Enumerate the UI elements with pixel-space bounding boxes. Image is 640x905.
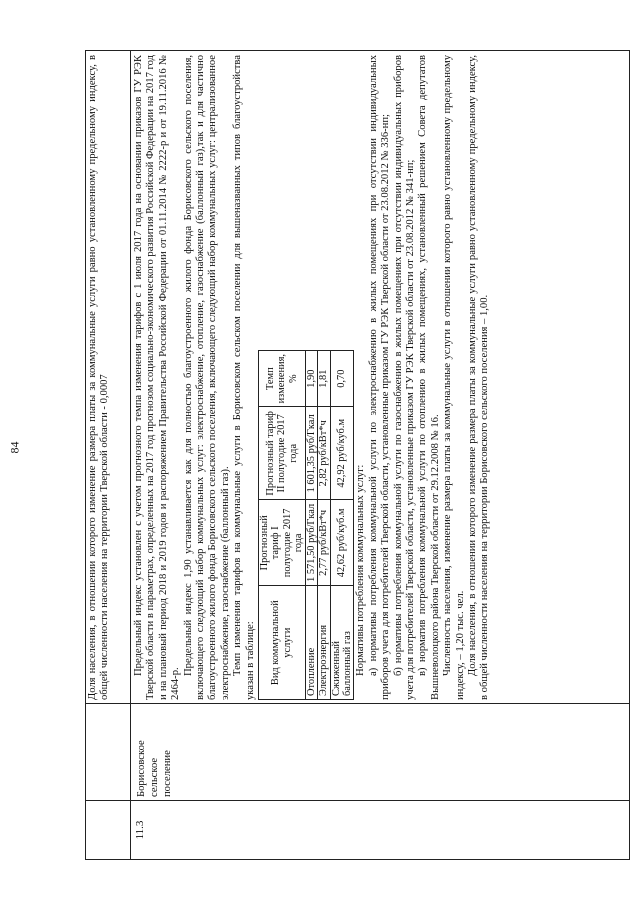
norm-heating: в) норматив потребления коммунальной услуги по отоплению в жилых помещениях, установленный решением Совета депутатов Вышневолоцкого района Тверской области от 29.12.2008 № 16. — [417, 55, 441, 700]
section-content — [133, 55, 492, 700]
cell-tariff-h1: 1 571,50 руб/Гкал — [305, 500, 317, 586]
norm-electricity: а) нормативы потребления коммунальной услуги по электроснабжению в жилых помещениях при отсутствии индивидуальных приборов учета для потребителей Тверской области, установленные приказом ГУ РЭК Тверской области от 23.08.2012 № 336-нп; — [367, 55, 392, 700]
cell-rate: 1,81 — [318, 351, 330, 407]
population-count: Численность населения, изменение размера платы за коммунальные услуги в отношении которого равно установленному предельному индексу, – 1,20 тыс. чел. — [442, 55, 466, 700]
cell-service: Электроэнергия — [318, 586, 330, 700]
page-number: 84 — [7, 441, 22, 454]
cell-service: Сжиженный баллонный газ — [330, 586, 354, 700]
row-separator — [130, 50, 131, 860]
section-number: 11.3 — [134, 820, 146, 840]
cell-service: Отопление — [305, 586, 317, 700]
section-name-line: Борисовское — [136, 740, 147, 797]
cell-rate: 0,70 — [330, 351, 354, 407]
cell-rate: 1,90 — [305, 351, 317, 407]
section-name — [135, 703, 174, 800]
table-row — [318, 351, 330, 700]
norm-gas: б) нормативы потребления коммунальной услуги по газоснабжению в жилых помещениях при отсутствии индивидуальных приборов учета для потребителей Тверской области, установленные приказом ГУ РЭК Тверской области от 23.08.2012 № 341-нп; — [392, 55, 416, 700]
header-tariff-h1: Прогнозный тариф I полугодие 2017 года — [259, 500, 306, 586]
table-row — [330, 351, 354, 700]
tariff-table — [258, 350, 354, 700]
cell-tariff-h2: 42,92 руб/куб.м — [330, 407, 354, 500]
paragraph-table-intro: Темп изменения тарифов на коммунальные услуги в Борисовском сельском поселении для вышеназванных типов благоустройства указан в таблице: — [232, 55, 256, 700]
document-table — [85, 50, 630, 860]
cell-tariff-h1: 2,77 руб/кВт*ч — [318, 500, 330, 586]
section-name-line: поселение — [162, 750, 173, 797]
cell-tariff-h2: 1 601,35 руб/Гкал — [305, 407, 317, 500]
tariff-table-header — [259, 351, 306, 700]
population-share: Доля населения, в отношении которого изменение размера платы за коммунальные услуги равно установленному предельному индексу, в общей численности населения на территории Борисовского сельского поселения – 1,00. — [466, 55, 491, 700]
section-name-line: сельское — [149, 757, 160, 797]
header-rate: Темп изменения, % — [259, 351, 306, 407]
cell-tariff-h2: 2,82 руб/кВт*ч — [318, 407, 330, 500]
top-row-text: Доля населения, в отношении которого изменение размера платы за коммунальные услуги равно установленному предельному индексу, в общей численности населения на территории Тверской области - 0,0007 — [87, 55, 111, 700]
paragraph-index-value: Предельный индекс 1,90 устанавливается как для полностью благоустроенного жилого фонда Борисовского сельского поселения, включающего следующий набор коммунальных услуг: электроснабжение, отопление, газоснабжение (баллонный газ),так и для частично благоустроенного жилого фонда Борисовского сельского поселения, включающего следующий набор коммунальных услуг: централизованное электроснабжение, газоснабжение (баллонный газ). — [182, 55, 231, 700]
header-tariff-h2: Прогнозный тариф II полугодие 2017 года — [259, 407, 306, 500]
column-number — [85, 800, 630, 860]
cell-tariff-h1: 42,62 руб/куб.м — [330, 500, 354, 586]
paragraph-index-basis: Предельный индекс установлен с учетом прогнозного темпа изменения тарифов с 1 июля 2017 года на основании приказов ГУ РЭК Тверской области в параметрах, определенных на 2017 год прогнозом социально-экономического развития Российской Федерации на 2017 год и на плановый период 2018 и 2019 годов и распоряжением Правительства Российской Федерации от 01.11.2014 № 2222-р и от 19.11.2016 № 2464-р. — [133, 55, 182, 700]
norms-title: Нормативы потребления коммунальных услуг: — [355, 464, 367, 676]
header-service: Вид коммунальной услуги — [259, 586, 306, 700]
table-row — [305, 351, 317, 700]
